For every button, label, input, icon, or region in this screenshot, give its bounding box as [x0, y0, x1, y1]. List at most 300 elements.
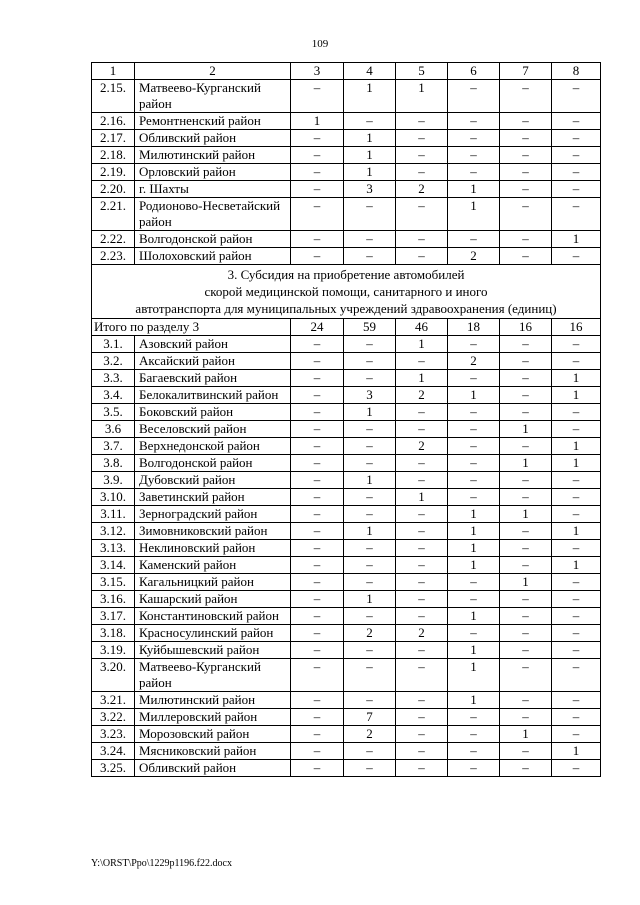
- value-cell: 1: [291, 113, 344, 130]
- value-cell: –: [396, 709, 448, 726]
- table-row: [92, 743, 601, 760]
- value-cell: –: [291, 591, 344, 608]
- value-cell: –: [500, 336, 552, 353]
- district-name: Куйбышевский район: [135, 642, 291, 659]
- table-row: [92, 506, 601, 523]
- district-name: Миллеровский район: [135, 709, 291, 726]
- value-cell: –: [291, 404, 344, 421]
- value-cell: 1: [500, 421, 552, 438]
- value-cell: –: [448, 164, 500, 181]
- value-cell: –: [344, 557, 396, 574]
- value-cell: –: [500, 353, 552, 370]
- value-cell: –: [291, 506, 344, 523]
- value-cell: –: [500, 557, 552, 574]
- row-number: 3.21.: [92, 692, 135, 709]
- total-row: [92, 319, 601, 336]
- value-cell: 1: [396, 336, 448, 353]
- value-cell: –: [552, 113, 601, 130]
- table-row: [92, 591, 601, 608]
- footer-file-path: Y:\ORST\Ppo\1229p1196.f22.docx: [91, 858, 232, 869]
- table-row: [92, 80, 601, 113]
- value-cell: 1: [552, 455, 601, 472]
- district-name: Зерноградский район: [135, 506, 291, 523]
- value-cell: –: [448, 421, 500, 438]
- value-cell: –: [500, 760, 552, 777]
- table-row: [92, 164, 601, 181]
- row-number: 2.17.: [92, 130, 135, 147]
- value-cell: –: [448, 404, 500, 421]
- value-cell: –: [291, 231, 344, 248]
- row-number: 3.18.: [92, 625, 135, 642]
- row-number: 3.14.: [92, 557, 135, 574]
- table-row: [92, 336, 601, 353]
- value-cell: –: [552, 164, 601, 181]
- value-cell: –: [500, 625, 552, 642]
- value-cell: 1: [396, 370, 448, 387]
- row-number: 3.22.: [92, 709, 135, 726]
- value-cell: –: [552, 608, 601, 625]
- value-cell: –: [552, 248, 601, 265]
- row-number: 2.21.: [92, 198, 135, 231]
- value-cell: –: [344, 659, 396, 692]
- value-cell: –: [500, 591, 552, 608]
- value-cell: –: [344, 540, 396, 557]
- value-cell: –: [291, 181, 344, 198]
- value-cell: –: [552, 709, 601, 726]
- value-cell: 1: [344, 404, 396, 421]
- value-cell: –: [448, 489, 500, 506]
- row-number: 3.23.: [92, 726, 135, 743]
- header-cell: 7: [500, 63, 552, 80]
- value-cell: 1: [448, 523, 500, 540]
- total-value-cell: 24: [291, 319, 344, 336]
- district-name: Обливский район: [135, 130, 291, 147]
- row-number: 3.13.: [92, 540, 135, 557]
- value-cell: 1: [500, 506, 552, 523]
- row-number: 2.18.: [92, 147, 135, 164]
- value-cell: –: [291, 353, 344, 370]
- district-name: Матвеево-Курганский район: [135, 659, 291, 692]
- value-cell: 1: [448, 506, 500, 523]
- value-cell: 1: [448, 659, 500, 692]
- row-number: 3.9.: [92, 472, 135, 489]
- value-cell: 1: [396, 489, 448, 506]
- value-cell: –: [344, 506, 396, 523]
- value-cell: –: [552, 540, 601, 557]
- value-cell: –: [552, 574, 601, 591]
- value-cell: –: [552, 421, 601, 438]
- value-cell: –: [500, 489, 552, 506]
- district-name: Орловский район: [135, 164, 291, 181]
- table-row: [92, 709, 601, 726]
- value-cell: 2: [396, 438, 448, 455]
- value-cell: 1: [448, 540, 500, 557]
- value-cell: –: [500, 642, 552, 659]
- value-cell: –: [552, 692, 601, 709]
- table-row: [92, 455, 601, 472]
- value-cell: –: [396, 353, 448, 370]
- value-cell: 7: [344, 709, 396, 726]
- row-number: 2.22.: [92, 231, 135, 248]
- table-row: [92, 659, 601, 692]
- page-number: 109: [311, 38, 329, 50]
- value-cell: –: [396, 455, 448, 472]
- value-cell: –: [396, 692, 448, 709]
- value-cell: –: [396, 147, 448, 164]
- value-cell: 2: [344, 625, 396, 642]
- value-cell: –: [291, 248, 344, 265]
- value-cell: –: [500, 198, 552, 231]
- row-number: 3.1.: [92, 336, 135, 353]
- value-cell: 1: [448, 642, 500, 659]
- value-cell: –: [552, 642, 601, 659]
- section-title-line: скорой медицинской помощи, санитарного и иного: [204, 284, 488, 299]
- value-cell: –: [448, 130, 500, 147]
- value-cell: –: [291, 557, 344, 574]
- value-cell: –: [552, 726, 601, 743]
- value-cell: –: [344, 353, 396, 370]
- value-cell: –: [396, 506, 448, 523]
- value-cell: –: [500, 80, 552, 113]
- district-name: Белокалитвинский район: [135, 387, 291, 404]
- value-cell: 1: [500, 726, 552, 743]
- value-cell: –: [500, 608, 552, 625]
- value-cell: –: [396, 198, 448, 231]
- total-value-cell: 16: [552, 319, 601, 336]
- row-number: 3.5.: [92, 404, 135, 421]
- value-cell: –: [396, 574, 448, 591]
- value-cell: –: [291, 642, 344, 659]
- value-cell: –: [448, 760, 500, 777]
- value-cell: –: [291, 659, 344, 692]
- district-name: Родионово-Несветайский район: [135, 198, 291, 231]
- table-row: [92, 472, 601, 489]
- table-row: [92, 147, 601, 164]
- table-row: [92, 489, 601, 506]
- value-cell: –: [552, 198, 601, 231]
- value-cell: –: [344, 760, 396, 777]
- table-row: [92, 608, 601, 625]
- value-cell: 1: [396, 80, 448, 113]
- value-cell: –: [291, 387, 344, 404]
- value-cell: –: [448, 743, 500, 760]
- table-row: [92, 523, 601, 540]
- value-cell: –: [344, 692, 396, 709]
- table-body: [92, 63, 601, 777]
- district-name: Каменский район: [135, 557, 291, 574]
- value-cell: –: [396, 523, 448, 540]
- district-name: Азовский район: [135, 336, 291, 353]
- value-cell: –: [291, 455, 344, 472]
- district-name: Матвеево-Курганский район: [135, 80, 291, 113]
- value-cell: –: [344, 743, 396, 760]
- value-cell: –: [448, 455, 500, 472]
- value-cell: 1: [448, 198, 500, 231]
- header-cell: 6: [448, 63, 500, 80]
- district-name: Неклиновский район: [135, 540, 291, 557]
- value-cell: –: [448, 147, 500, 164]
- total-value-cell: 18: [448, 319, 500, 336]
- value-cell: –: [552, 80, 601, 113]
- value-cell: 1: [344, 130, 396, 147]
- value-cell: 1: [552, 557, 601, 574]
- value-cell: –: [396, 608, 448, 625]
- value-cell: –: [500, 370, 552, 387]
- row-number: 3.11.: [92, 506, 135, 523]
- value-cell: 2: [448, 353, 500, 370]
- value-cell: –: [291, 421, 344, 438]
- table-row: [92, 353, 601, 370]
- value-cell: –: [396, 743, 448, 760]
- district-name: Заветинский район: [135, 489, 291, 506]
- value-cell: –: [448, 370, 500, 387]
- value-cell: –: [552, 353, 601, 370]
- district-name: Боковский район: [135, 404, 291, 421]
- value-cell: 1: [552, 438, 601, 455]
- district-name: Аксайский район: [135, 353, 291, 370]
- value-cell: 2: [396, 625, 448, 642]
- row-number: 3.17.: [92, 608, 135, 625]
- row-number: 3.16.: [92, 591, 135, 608]
- value-cell: –: [291, 198, 344, 231]
- value-cell: –: [291, 336, 344, 353]
- row-number: 3.20.: [92, 659, 135, 692]
- value-cell: –: [500, 113, 552, 130]
- value-cell: –: [344, 455, 396, 472]
- value-cell: –: [500, 472, 552, 489]
- table-row: [92, 181, 601, 198]
- section-title-line: автотранспорта для муниципальных учреждений здравоохранения (единиц): [135, 301, 557, 316]
- value-cell: 1: [552, 523, 601, 540]
- value-cell: –: [344, 370, 396, 387]
- value-cell: –: [396, 659, 448, 692]
- row-number: 3.7.: [92, 438, 135, 455]
- district-name: Ремонтненский район: [135, 113, 291, 130]
- row-number: 2.23.: [92, 248, 135, 265]
- district-name: Красносулинский район: [135, 625, 291, 642]
- header-cell: 1: [92, 63, 135, 80]
- value-cell: 2: [448, 248, 500, 265]
- value-cell: –: [344, 642, 396, 659]
- row-number: 3.25.: [92, 760, 135, 777]
- value-cell: 2: [396, 387, 448, 404]
- value-cell: 3: [344, 387, 396, 404]
- value-cell: –: [396, 591, 448, 608]
- value-cell: –: [396, 540, 448, 557]
- value-cell: –: [396, 760, 448, 777]
- value-cell: –: [291, 80, 344, 113]
- value-cell: –: [291, 709, 344, 726]
- total-value-cell: 59: [344, 319, 396, 336]
- table-row: [92, 113, 601, 130]
- row-number: 3.8.: [92, 455, 135, 472]
- value-cell: –: [552, 336, 601, 353]
- value-cell: –: [344, 421, 396, 438]
- section-title: [92, 265, 601, 319]
- value-cell: –: [396, 248, 448, 265]
- value-cell: 1: [552, 370, 601, 387]
- district-name: Константиновский район: [135, 608, 291, 625]
- value-cell: –: [500, 147, 552, 164]
- district-name: Волгодонской район: [135, 455, 291, 472]
- row-number: 2.16.: [92, 113, 135, 130]
- value-cell: –: [552, 404, 601, 421]
- table-row: [92, 760, 601, 777]
- value-cell: –: [500, 181, 552, 198]
- district-name: Волгодонской район: [135, 231, 291, 248]
- district-name: Дубовский район: [135, 472, 291, 489]
- value-cell: –: [500, 231, 552, 248]
- district-name: Зимовниковский район: [135, 523, 291, 540]
- value-cell: –: [448, 726, 500, 743]
- value-cell: –: [500, 164, 552, 181]
- header-row: [92, 63, 601, 80]
- subsidy-table: [91, 62, 601, 777]
- row-number: 3.24.: [92, 743, 135, 760]
- value-cell: –: [552, 181, 601, 198]
- district-name: Милютинский район: [135, 692, 291, 709]
- row-number: 3.10.: [92, 489, 135, 506]
- value-cell: –: [448, 336, 500, 353]
- table-row: [92, 726, 601, 743]
- value-cell: –: [500, 248, 552, 265]
- value-cell: –: [344, 489, 396, 506]
- district-name: Кашарский район: [135, 591, 291, 608]
- value-cell: –: [448, 591, 500, 608]
- value-cell: 1: [344, 523, 396, 540]
- value-cell: –: [344, 336, 396, 353]
- value-cell: –: [396, 726, 448, 743]
- header-cell: 5: [396, 63, 448, 80]
- value-cell: –: [396, 113, 448, 130]
- value-cell: –: [552, 489, 601, 506]
- value-cell: –: [500, 709, 552, 726]
- value-cell: 1: [344, 472, 396, 489]
- value-cell: –: [448, 709, 500, 726]
- value-cell: 1: [448, 557, 500, 574]
- row-number: 2.19.: [92, 164, 135, 181]
- value-cell: –: [500, 438, 552, 455]
- table-row: [92, 540, 601, 557]
- value-cell: –: [552, 625, 601, 642]
- value-cell: –: [500, 130, 552, 147]
- value-cell: –: [500, 659, 552, 692]
- table-row: [92, 692, 601, 709]
- header-cell: 3: [291, 63, 344, 80]
- value-cell: –: [291, 574, 344, 591]
- district-name: Верхнедонской район: [135, 438, 291, 455]
- district-name: Кагальницкий район: [135, 574, 291, 591]
- value-cell: –: [552, 147, 601, 164]
- value-cell: –: [291, 370, 344, 387]
- value-cell: –: [500, 387, 552, 404]
- table-row: [92, 387, 601, 404]
- value-cell: –: [500, 523, 552, 540]
- header-cell: 4: [344, 63, 396, 80]
- value-cell: –: [396, 421, 448, 438]
- value-cell: –: [396, 231, 448, 248]
- value-cell: –: [291, 760, 344, 777]
- value-cell: –: [448, 80, 500, 113]
- value-cell: –: [500, 540, 552, 557]
- value-cell: –: [448, 438, 500, 455]
- district-name: г. Шахты: [135, 181, 291, 198]
- value-cell: –: [291, 540, 344, 557]
- value-cell: 1: [344, 147, 396, 164]
- value-cell: –: [448, 472, 500, 489]
- value-cell: –: [500, 692, 552, 709]
- value-cell: 3: [344, 181, 396, 198]
- value-cell: 1: [448, 181, 500, 198]
- value-cell: –: [344, 113, 396, 130]
- value-cell: –: [396, 404, 448, 421]
- row-number: 3.12.: [92, 523, 135, 540]
- value-cell: 1: [448, 608, 500, 625]
- table-row: [92, 642, 601, 659]
- row-number: 3.3.: [92, 370, 135, 387]
- value-cell: –: [291, 489, 344, 506]
- value-cell: –: [291, 164, 344, 181]
- value-cell: 1: [344, 80, 396, 113]
- value-cell: 1: [500, 574, 552, 591]
- value-cell: –: [291, 438, 344, 455]
- total-value-cell: 16: [500, 319, 552, 336]
- district-name: Багаевский район: [135, 370, 291, 387]
- value-cell: –: [344, 438, 396, 455]
- value-cell: –: [291, 472, 344, 489]
- header-cell: 8: [552, 63, 601, 80]
- table-row: [92, 248, 601, 265]
- value-cell: –: [396, 164, 448, 181]
- table-row: [92, 198, 601, 231]
- value-cell: –: [396, 472, 448, 489]
- value-cell: 1: [448, 387, 500, 404]
- table-row: [92, 574, 601, 591]
- value-cell: –: [344, 608, 396, 625]
- value-cell: –: [291, 523, 344, 540]
- value-cell: –: [552, 506, 601, 523]
- table-row: [92, 130, 601, 147]
- value-cell: –: [500, 404, 552, 421]
- total-label: Итого по разделу 3: [92, 319, 291, 336]
- value-cell: –: [344, 198, 396, 231]
- row-number: 3.15.: [92, 574, 135, 591]
- value-cell: –: [291, 608, 344, 625]
- district-name: Милютинский район: [135, 147, 291, 164]
- value-cell: 2: [344, 726, 396, 743]
- value-cell: 1: [344, 164, 396, 181]
- value-cell: –: [448, 113, 500, 130]
- value-cell: –: [291, 743, 344, 760]
- total-value-cell: 46: [396, 319, 448, 336]
- district-name: Мясниковский район: [135, 743, 291, 760]
- header-cell: 2: [135, 63, 291, 80]
- district-name: Морозовский район: [135, 726, 291, 743]
- value-cell: –: [291, 625, 344, 642]
- value-cell: –: [448, 574, 500, 591]
- value-cell: –: [344, 231, 396, 248]
- value-cell: –: [552, 591, 601, 608]
- district-name: Веселовский район: [135, 421, 291, 438]
- value-cell: –: [344, 248, 396, 265]
- value-cell: –: [448, 231, 500, 248]
- value-cell: –: [291, 130, 344, 147]
- row-number: 2.20.: [92, 181, 135, 198]
- row-number: 3.19.: [92, 642, 135, 659]
- value-cell: –: [552, 760, 601, 777]
- value-cell: –: [552, 659, 601, 692]
- value-cell: 2: [396, 181, 448, 198]
